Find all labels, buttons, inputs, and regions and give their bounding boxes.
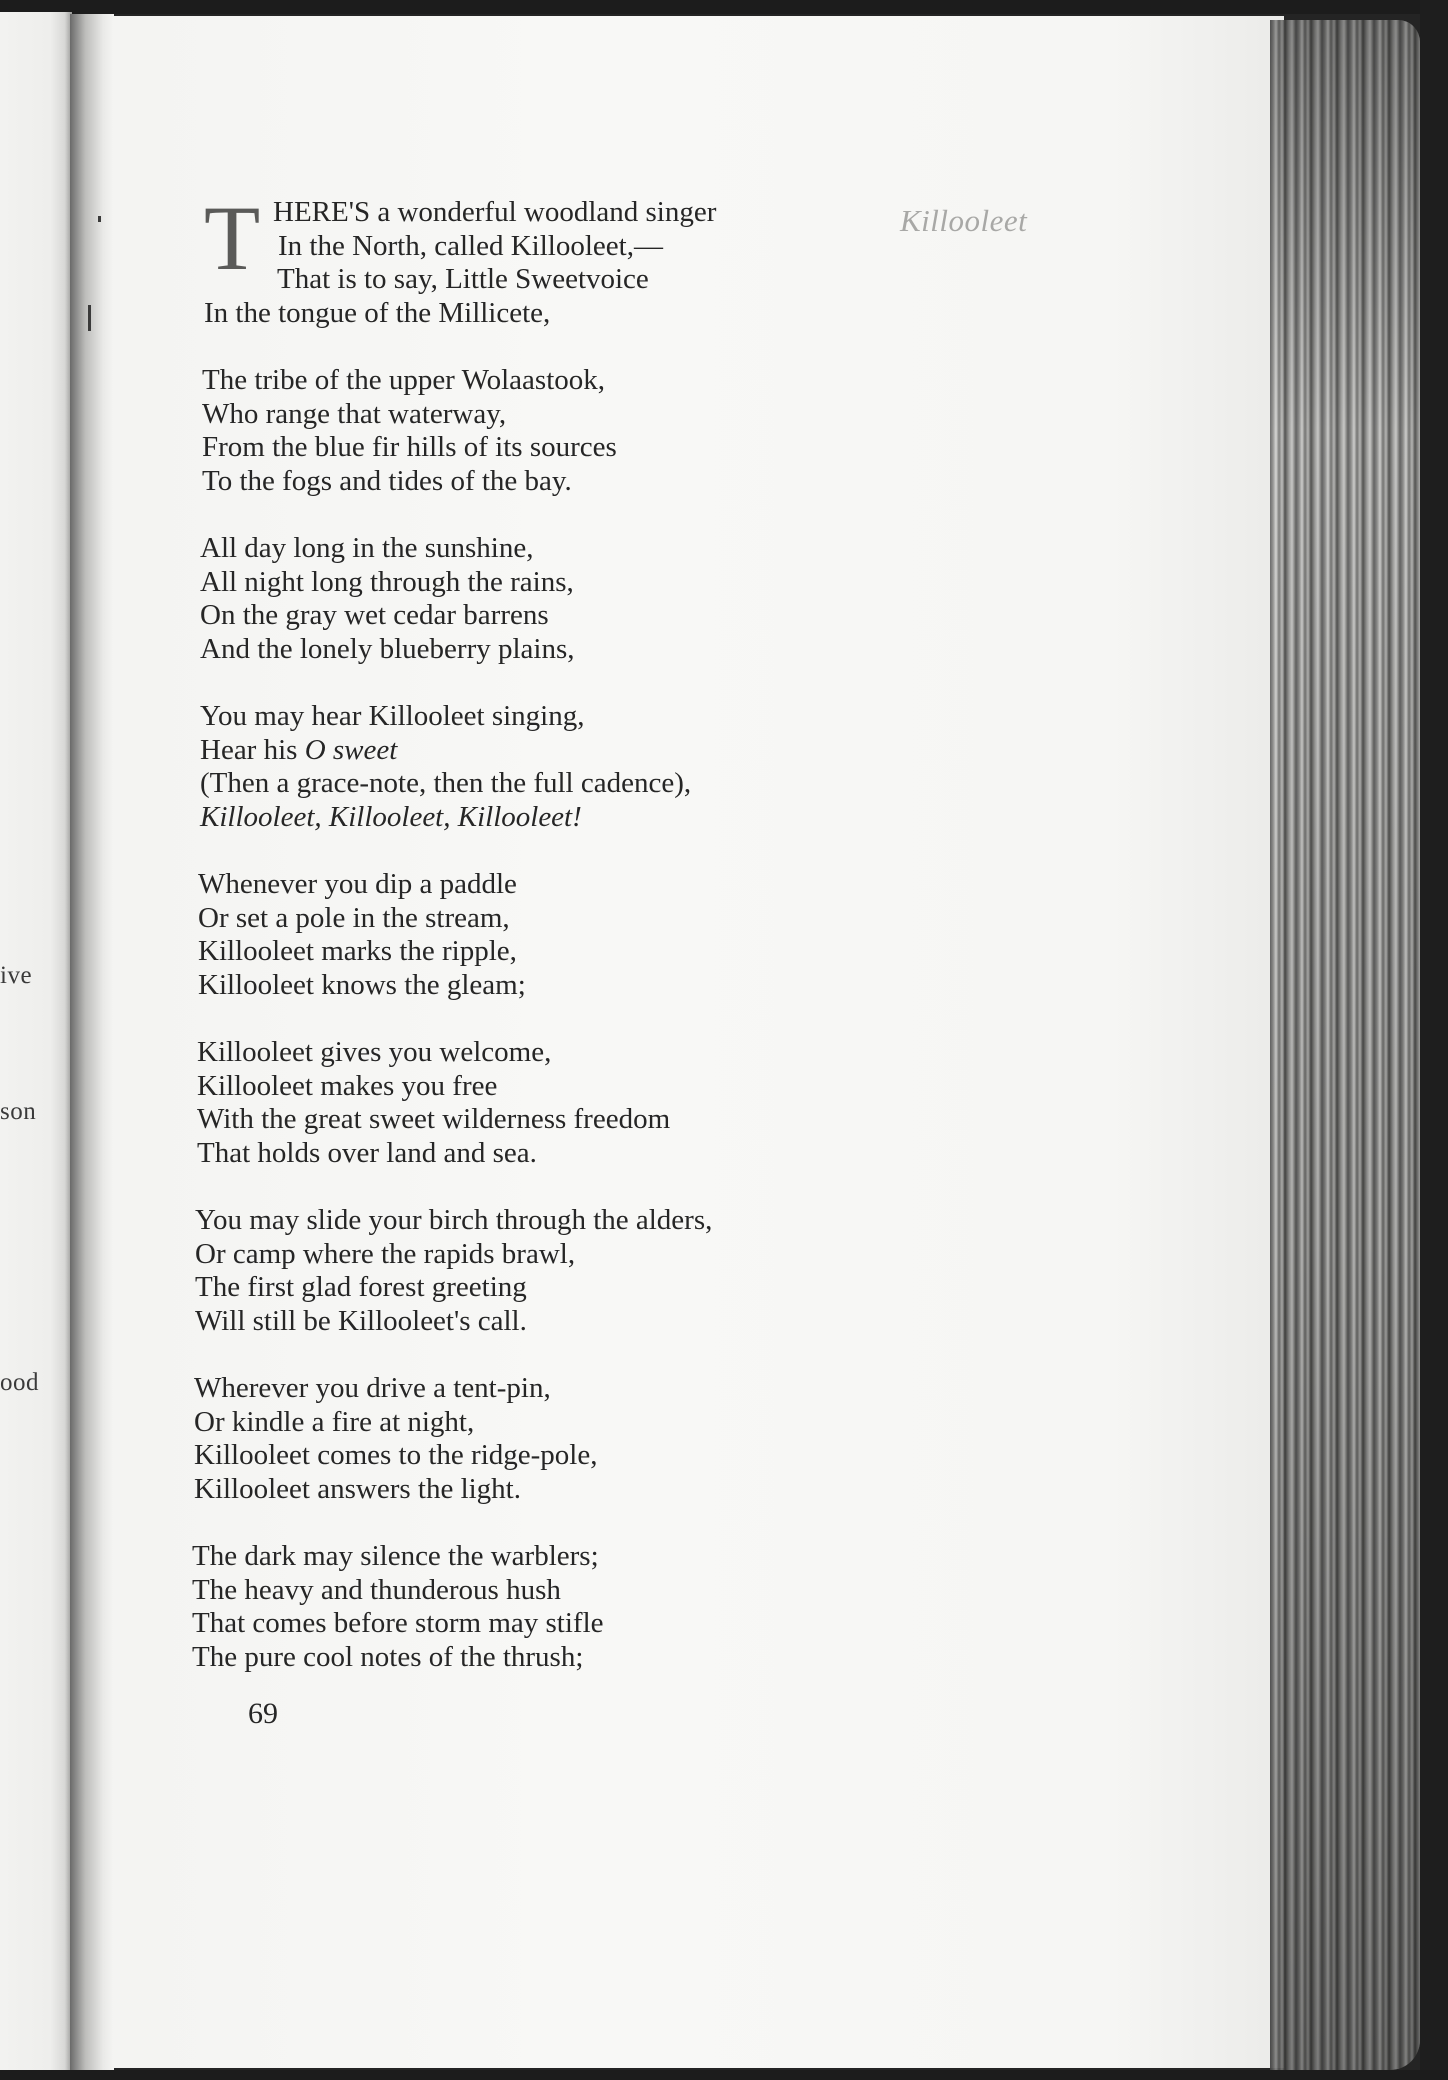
poem-line: The dark may silence the warblers; [192,1540,599,1572]
stanza [197,1036,880,1170]
gutter-mark [98,216,101,222]
poem-line: (Then a grace-note, then the full cadence), [200,767,692,799]
poem-line: Whenever you dip a paddle [198,868,517,900]
left-page-fragment: son [0,1098,37,1125]
stanza [200,868,880,1002]
poem-line: The tribe of the upper Wolaastook, [202,364,606,396]
left-facing-page [0,12,72,2072]
poem-line: On the gray wet cedar barrens [200,599,549,631]
poem-line: Wherever you drive a tent-pin, [194,1372,551,1404]
poem-line: All night long through the rains, [200,565,574,598]
scan-top-border [0,0,1448,14]
scan-bottom-border [0,2070,1448,2080]
poem-line-italic: O sweet [304,733,398,766]
scan-right-border [1420,0,1448,2080]
left-page-fragment: ood [0,1369,39,1396]
stanza [194,1372,880,1506]
poem-line: Or kindle a fire at night, [194,1405,475,1438]
poem-line: In the tongue of the Millicete, [204,296,551,329]
poem-line-text: Hear his [200,733,305,766]
poem-line: Killooleet makes you free [197,1069,498,1102]
poem-line: From the blue fir hills of its sources [202,431,617,463]
page-number: 69 [248,1697,278,1730]
poem-line: Or camp where the rapids brawl, [195,1237,576,1270]
poem-line: HERE'S a wonderful woodland singer [273,196,717,228]
poem-line: Killooleet knows the gleam; [198,968,526,1001]
poem-body [192,187,880,1674]
poem-line: That holds over land and sea. [197,1136,537,1169]
poem-line: Who range that waterway, [202,397,507,430]
poem-line: That is to say, Little Sweetvoice [277,263,649,295]
poem-line: Or set a pole in the stream, [198,901,510,934]
stanza [200,187,880,330]
poem-line: The first glad forest greeting [195,1271,527,1303]
running-head: Killooleet [900,203,1028,238]
page-gutter-shadow [70,14,114,2070]
poem-line: All day long in the sunshine, [200,532,534,564]
stanza [200,700,880,834]
left-page-fragment: ive [0,962,33,989]
poem-line [200,734,880,768]
poem-line: Killooleet marks the ripple, [198,935,517,967]
stanza [195,1204,880,1338]
poem-line: You may hear Killooleet singing, [200,700,585,732]
drop-cap: T [204,187,261,289]
stanza [200,532,880,666]
poem-line: The heavy and thunderous hush [192,1573,561,1606]
poem-line: Killooleet gives you welcome, [197,1036,552,1068]
poem-line: With the great sweet wilderness freedom [197,1103,671,1135]
poem-line: To the fogs and tides of the bay. [202,464,572,497]
page-block-edges [1270,20,1420,2070]
stanza [200,364,880,498]
poem-line: The pure cool notes of the thrush; [192,1640,584,1673]
poem-line: Killooleet comes to the ridge-pole, [194,1439,598,1471]
poem-line: Killooleet answers the light. [194,1472,521,1505]
poem-line-italic: Killooleet, Killooleet, Killooleet! [200,800,582,833]
poem-line: And the lonely blueberry plains, [200,632,575,665]
poem-line: That comes before storm may stifle [192,1607,604,1639]
poem-line: Will still be Killooleet's call. [195,1304,527,1337]
poem-line: You may slide your birch through the alders, [195,1204,713,1236]
poem-line: In the North, called Killooleet,— [278,229,663,262]
stanza [192,1540,880,1674]
gutter-mark [88,305,91,331]
